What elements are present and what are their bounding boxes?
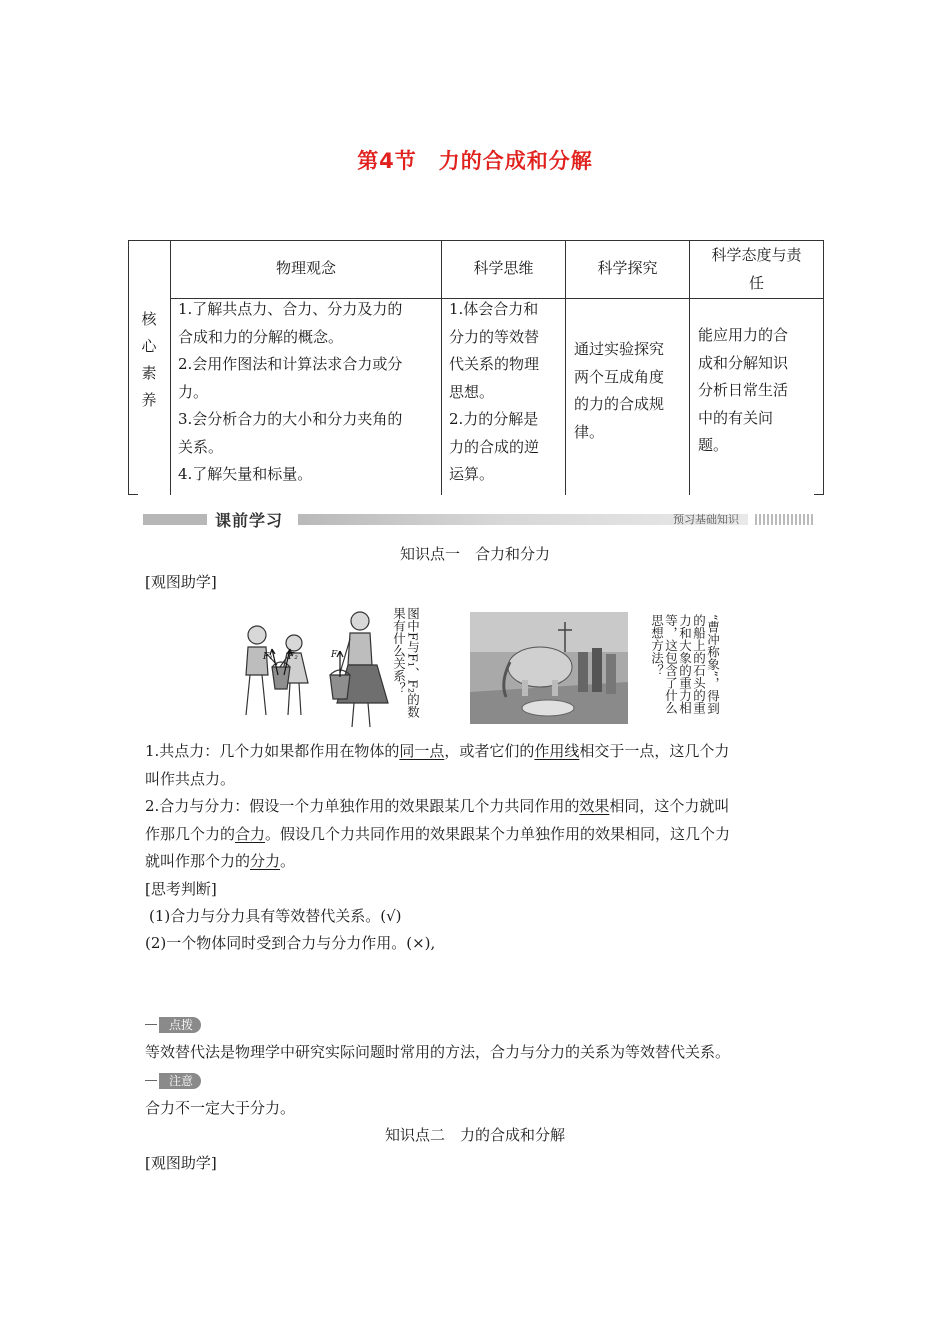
- col-scientific-attitude: 能应用力的合 成和分解知识 分析日常生活 中的有关问 题。: [698, 326, 789, 454]
- section2-guide: [观图助学]: [145, 1154, 217, 1172]
- figure-left-caption-col1: 图中F与F₁、F₂的数: [405, 607, 421, 719]
- judge-item-1: (1)合力与分力具有等效替代关系。(√): [149, 907, 402, 925]
- section2-heading: 知识点二 力的合成和分解: [384, 1126, 565, 1144]
- section1-heading: 知识点一 合力和分力: [399, 545, 550, 563]
- tip-tag: [145, 1016, 201, 1033]
- term-line-of-action: 作用线: [534, 742, 580, 760]
- figure-right-caption-col4: 等，这包含了什么: [663, 614, 679, 714]
- col-scientific-inquiry: 通过实验探究 两个互成角度 的力的合成规 律。: [574, 340, 665, 441]
- header-physics-concept: 物理观念: [275, 259, 336, 278]
- page-title: 第4节 力的合成和分解: [357, 149, 593, 173]
- header-scientific-attitude: 科学态度与责 任: [711, 246, 802, 292]
- label-f: F: [331, 650, 338, 660]
- col-physics-concept: 1.了解共点力、合力、分力及力的 合成和力的分解的概念。 2.会用作图法和计算法求合力或分 力。 3.会分析合力的大小和分力夹角的 关系。 4.了解矢量和标量。: [178, 300, 403, 483]
- label-f2: F₂: [288, 652, 298, 662]
- judge-heading: [思考判断]: [145, 880, 217, 898]
- term-resultant-force: 合力: [235, 824, 266, 843]
- term-same-point: 同一点: [399, 742, 445, 760]
- paragraph-resultant-component: 2.合力与分力：假设一个力单独作用的效果跟某几个力共同作用的效果相同，这个力就叫 作那几个力的合力。假设几个力共同作用的效果跟某个力单独作用的效果相同，这几个力 就叫作那个力的分力。: [145, 797, 731, 870]
- children-carrying-buckets-illustration: [232, 605, 402, 730]
- note-tag: [145, 1072, 201, 1089]
- paragraph-concurrent-forces: 1.共点力：几个力如果都作用在物体的同一点，或者它们的作用线相交于一点，这几个力 叫作共点力。: [145, 742, 730, 788]
- figure-left-caption-col2: 果有什么关系？: [391, 607, 407, 695]
- judge-item-2: (2)一个物体同时受到合力与分力作用。(×),: [145, 934, 436, 952]
- tip-label: 点拨: [159, 1017, 201, 1033]
- tip-text: 等效替代法是物理学中研究实际问题时常用的方法，合力与分力的关系为等效替代关系。: [145, 1043, 731, 1061]
- label-f1: F₁: [263, 652, 273, 662]
- figure-right-caption-col3: 力和大象的重力相: [677, 614, 693, 714]
- header-scientific-inquiry: 科学探究: [597, 259, 658, 278]
- banner-title: 课前学习: [215, 511, 284, 530]
- cao-chong-weighs-elephant-illustration: [470, 612, 628, 724]
- row-header: 核 心 素 养: [141, 310, 157, 409]
- col-scientific-thinking: 1.体会合力和 分力的等效替 代关系的物理 思想。 2.力的分解是 力的合成的逆 运算。: [449, 300, 540, 483]
- section-banner: [143, 508, 815, 530]
- core-literacy-table: [128, 240, 824, 495]
- figure-bucket-carrying: [232, 605, 442, 730]
- note-text: 合力不一定大于分力。: [145, 1099, 296, 1117]
- section1-guide: [观图助学]: [145, 573, 217, 591]
- term-component-force: 分力: [250, 852, 281, 870]
- header-scientific-thinking: 科学思维: [473, 259, 534, 278]
- term-effect: 效果: [579, 797, 610, 815]
- banner-subtitle: 预习基础知识: [673, 513, 739, 526]
- note-label: 注意: [159, 1073, 201, 1089]
- figure-right-caption-col2: 的船上的石头的重: [691, 614, 707, 714]
- figure-right-caption-col5: 思想方法？: [649, 614, 665, 677]
- figure-right-caption-col1: “曹冲称象”，得到: [705, 614, 721, 715]
- figure-cao-chong: [470, 612, 720, 724]
